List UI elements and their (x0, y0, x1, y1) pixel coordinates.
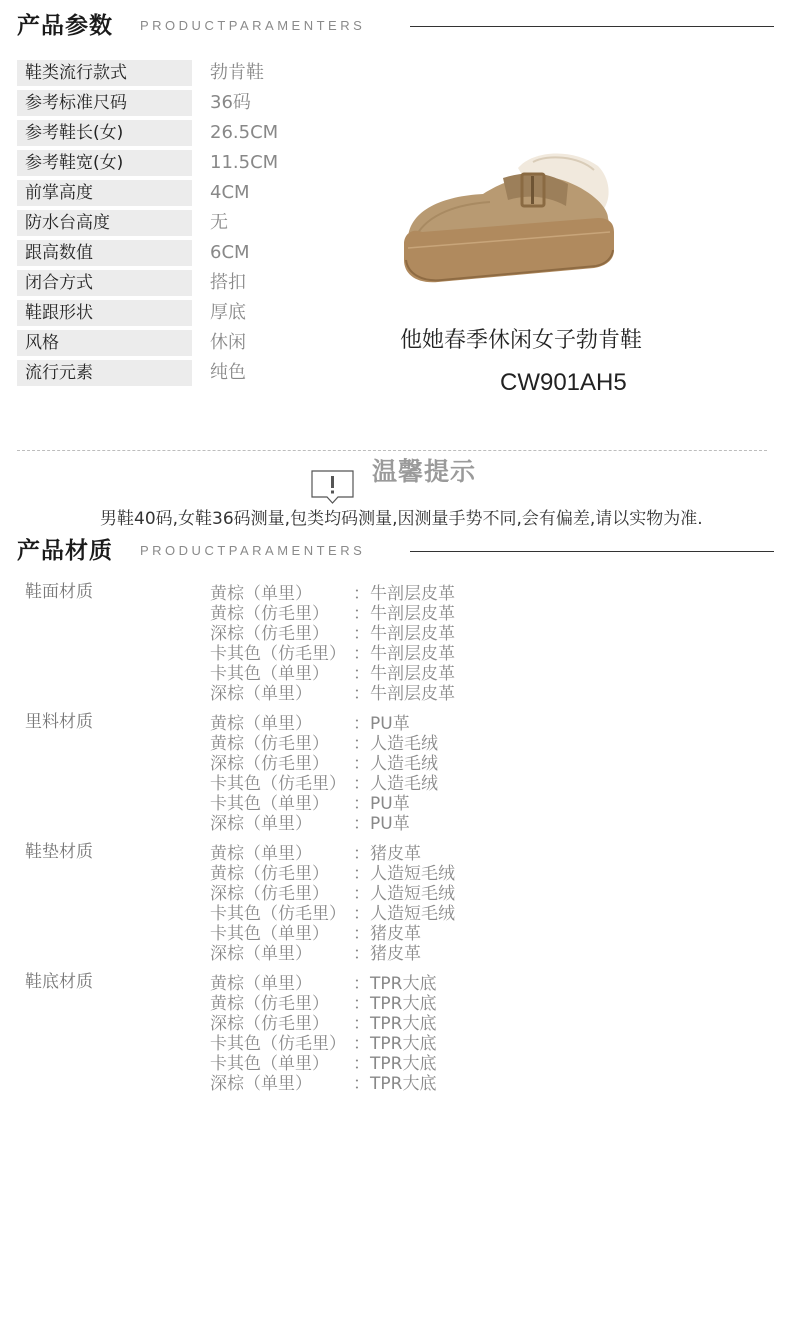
material-group-label: 鞋底材质 (25, 972, 93, 992)
material-color-variant: 深棕（单里） (210, 684, 312, 704)
spec-label: 流行元素 (17, 360, 192, 386)
materials-section-header (0, 531, 790, 571)
material-value: ：PU革 (353, 814, 410, 834)
material-group (0, 710, 790, 840)
spec-label: 鞋跟形状 (17, 300, 192, 326)
material-value: ：TPR大底 (353, 994, 437, 1014)
material-group (0, 580, 790, 710)
spec-value: 勃肯鞋 (210, 62, 264, 83)
material-color-variant: 卡其色（仿毛里） (210, 644, 346, 664)
materials-section-subtitle: PRODUCTPARAMENTERS (140, 543, 366, 558)
material-color-variant: 卡其色（单里） (210, 1054, 329, 1074)
material-value: ：PU革 (353, 794, 410, 814)
params-section-title: 产品参数 (17, 13, 113, 39)
spec-value: 11.5CM (210, 152, 279, 173)
material-value: ：人造短毛绒 (353, 864, 455, 884)
material-color-variant: 卡其色（单里） (210, 924, 329, 944)
spec-label: 鞋类流行款式 (17, 60, 192, 86)
material-color-variant: 深棕（仿毛里） (210, 1014, 329, 1034)
notice-title: 温馨提示 (372, 457, 477, 486)
material-group (0, 970, 790, 1100)
material-color-variant: 深棕（仿毛里） (210, 624, 329, 644)
material-color-variant: 卡其色（仿毛里） (210, 904, 346, 924)
material-value: ：牛剖层皮革 (353, 584, 455, 604)
material-value: ：PU革 (353, 714, 410, 734)
material-color-variant: 黄棕（仿毛里） (210, 734, 329, 754)
spec-value: 6CM (210, 242, 250, 263)
spec-value: 纯色 (210, 362, 246, 383)
product-image (398, 148, 620, 290)
material-color-variant: 深棕（单里） (210, 1074, 312, 1094)
spec-label: 参考鞋长(女) (17, 120, 192, 146)
material-group-label: 鞋面材质 (25, 582, 93, 602)
material-group-label: 鞋垫材质 (25, 842, 93, 862)
speech-bubble-alert-icon (310, 469, 355, 505)
material-group-label: 里料材质 (25, 712, 93, 732)
material-color-variant: 深棕（单里） (210, 944, 312, 964)
material-color-variant: 黄棕（仿毛里） (210, 864, 329, 884)
materials-section-title: 产品材质 (17, 538, 113, 564)
material-group (0, 840, 790, 970)
material-value: ：人造短毛绒 (353, 884, 455, 904)
material-value: ：TPR大底 (353, 1054, 437, 1074)
spec-value: 厚底 (210, 302, 246, 323)
material-color-variant: 深棕（单里） (210, 814, 312, 834)
spec-label: 风格 (17, 330, 192, 356)
material-color-variant: 深棕（仿毛里） (210, 754, 329, 774)
params-section-subtitle: PRODUCTPARAMENTERS (140, 18, 366, 33)
material-value: ：牛剖层皮革 (353, 624, 455, 644)
material-value: ：牛剖层皮革 (353, 684, 455, 704)
spec-value: 36码 (210, 92, 251, 113)
material-value: ：TPR大底 (353, 1034, 437, 1054)
material-value: ：猪皮革 (353, 844, 421, 864)
material-color-variant: 黄棕（单里） (210, 974, 312, 994)
spec-label: 防水台高度 (17, 210, 192, 236)
material-color-variant: 卡其色（单里） (210, 664, 329, 684)
material-value: ：人造毛绒 (353, 774, 438, 794)
spec-value: 26.5CM (210, 122, 279, 143)
spec-label: 闭合方式 (17, 270, 192, 296)
dashed-divider (17, 450, 767, 451)
spec-value: 无 (210, 212, 228, 233)
spec-label: 参考鞋宽(女) (17, 150, 192, 176)
materials-section-rule (410, 551, 774, 552)
material-value: ：人造毛绒 (353, 754, 438, 774)
material-value: ：TPR大底 (353, 1014, 437, 1034)
product-name: 他她春季休闲女子勃肯鞋 (400, 328, 643, 353)
material-value: ：牛剖层皮革 (353, 664, 455, 684)
material-color-variant: 卡其色（仿毛里） (210, 774, 346, 794)
material-value: ：猪皮革 (353, 944, 421, 964)
materials-list (0, 580, 790, 1100)
material-value: ：人造毛绒 (353, 734, 438, 754)
material-color-variant: 卡其色（仿毛里） (210, 1034, 346, 1054)
material-value: ：猪皮革 (353, 924, 421, 944)
notice-text: 男鞋40码,女鞋36码测量,包类均码测量,因测量手势不同,会有偏差,请以实物为准. (100, 509, 703, 529)
spec-label: 前掌高度 (17, 180, 192, 206)
material-value: ：TPR大底 (353, 974, 437, 994)
material-color-variant: 黄棕（单里） (210, 844, 312, 864)
material-color-variant: 黄棕（单里） (210, 584, 312, 604)
spec-value: 4CM (210, 182, 250, 203)
material-value: ：TPR大底 (353, 1074, 437, 1094)
spec-value: 搭扣 (210, 272, 246, 293)
spec-value: 休闲 (210, 332, 246, 353)
material-value: ：牛剖层皮革 (353, 604, 455, 624)
material-color-variant: 卡其色（单里） (210, 794, 329, 814)
material-value: ：牛剖层皮革 (353, 644, 455, 664)
params-section-header (0, 6, 790, 46)
product-code: CW901AH5 (500, 369, 627, 396)
spec-label: 参考标准尺码 (17, 90, 192, 116)
material-color-variant: 深棕（仿毛里） (210, 884, 329, 904)
params-section-rule (410, 26, 774, 27)
spec-label: 跟高数值 (17, 240, 192, 266)
material-color-variant: 黄棕（仿毛里） (210, 604, 329, 624)
material-color-variant: 黄棕（仿毛里） (210, 994, 329, 1014)
material-color-variant: 黄棕（单里） (210, 714, 312, 734)
material-value: ：人造短毛绒 (353, 904, 455, 924)
